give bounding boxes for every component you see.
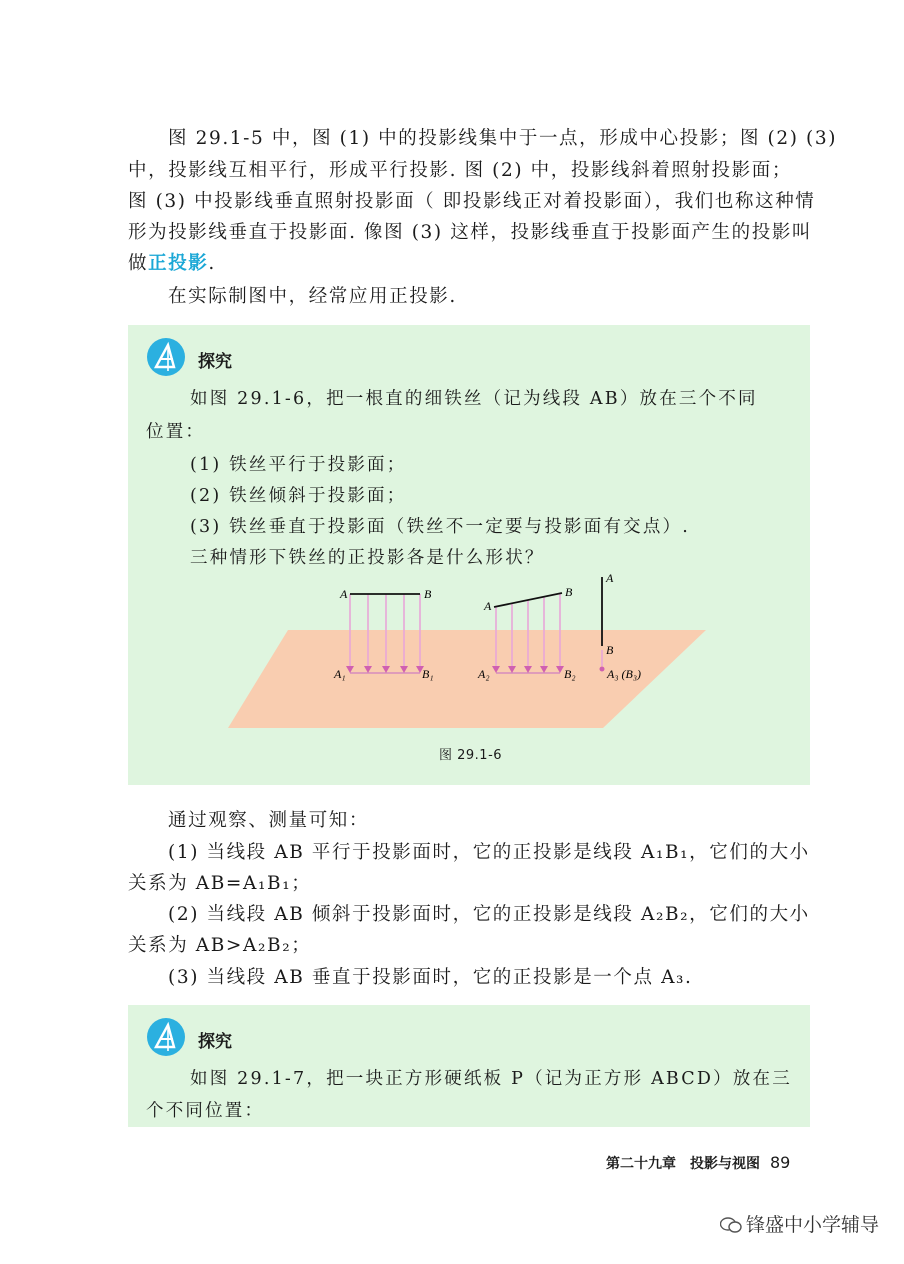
explore-text-line-1: 如图 29.1-6，把一根直的细铁丝（记为线段 AB）放在三个不同 <box>190 389 758 409</box>
label-a2: A₂ <box>478 667 490 681</box>
observe-case-2-line-1: (2) 当线段 AB 倾斜于投影面时，它的正投影是线段 A₂B₂，它们的大小 <box>168 904 810 925</box>
figure-29-1-6 <box>128 570 810 760</box>
observe-case-1-line-1: (1) 当线段 AB 平行于投影面时，它的正投影是线段 A₁B₁，它们的大小 <box>168 842 810 863</box>
explore-title-2: 探究 <box>198 1032 232 1052</box>
explore-box-2 <box>128 1005 810 1127</box>
observe-case-1-line-2: 关系为 AB=A₁B₁； <box>128 873 312 894</box>
explore-item-2: (2) 铁丝倾斜于投影面； <box>190 486 407 506</box>
explore-box-1 <box>128 325 810 785</box>
intro-paragraph-2: 在实际制图中，经常应用正投影. <box>168 286 457 307</box>
watermark-text: 锋盛中小学辅导 <box>746 1214 880 1236</box>
intro-line-3: 图 (3) 中投影线垂直照射投影面（ 即投影线正对着投影面），我们也称这种情 <box>128 191 816 212</box>
intro-line-2: 中，投影线互相平行，形成平行投影. 图 (2) 中，投影线斜着照射投影面； <box>128 160 792 181</box>
wechat-icon <box>720 1216 742 1234</box>
observe-intro: 通过观察、测量可知： <box>168 810 370 831</box>
intro-last-prefix: 做 <box>128 253 149 274</box>
explore-title: 探究 <box>198 352 232 372</box>
label-b2: B₂ <box>564 667 576 681</box>
explore2-text-line-1: 如图 29.1-7，把一块正方形硬纸板 P（记为正方形 ABCD）放在三 <box>190 1069 792 1089</box>
label-a-oblique: A <box>484 599 492 613</box>
explore-item-1: (1) 铁丝平行于投影面； <box>190 455 407 475</box>
label-b-perp: B <box>606 643 614 657</box>
label-b: B <box>424 587 432 601</box>
explore2-text-line-2: 个不同位置： <box>146 1101 265 1121</box>
explore-item-3: (3) 铁丝垂直于投影面（铁丝不一定要与投影面有交点）. <box>190 517 691 537</box>
intro-line-1: 图 29.1-5 中，图 (1) 中的投影线集中于一点，形成中心投影；图 (2) (3) <box>168 128 838 149</box>
compass-triangle-icon <box>146 1017 186 1057</box>
label-a1: A₁ <box>334 667 346 681</box>
label-a3b3: A₃ (B₃) <box>607 667 641 681</box>
intro-line-5 <box>128 249 216 275</box>
watermark <box>720 1210 879 1237</box>
figure-caption: 图 29.1-6 <box>439 748 503 763</box>
observe-case-3: (3) 当线段 AB 垂直于投影面时，它的正投影是一个点 A₃. <box>168 967 693 988</box>
page-number: 89 <box>770 1153 791 1172</box>
observe-case-2-line-2: 关系为 AB>A₂B₂； <box>128 935 312 956</box>
explore-text-line-2: 位置： <box>146 422 206 442</box>
explore-question: 三种情形下铁丝的正投影各是什么形状？ <box>190 548 545 568</box>
intro-last-suffix: . <box>208 253 216 274</box>
label-a-perp: A <box>606 571 614 585</box>
page-footer <box>606 1153 790 1173</box>
point-a3b3 <box>600 667 605 672</box>
label-a: A <box>340 587 348 601</box>
compass-triangle-icon <box>146 337 186 377</box>
term-orthographic-projection: 正投影 <box>148 253 209 274</box>
label-b1: B₁ <box>422 667 434 681</box>
intro-line-4: 形为投影线垂直于投影面. 像图 (3) 这样，投影线垂直于投影面产生的投影叫 <box>128 222 813 243</box>
chapter-title: 第二十九章 投影与视图 <box>606 1156 760 1172</box>
label-b-oblique: B <box>565 585 573 599</box>
